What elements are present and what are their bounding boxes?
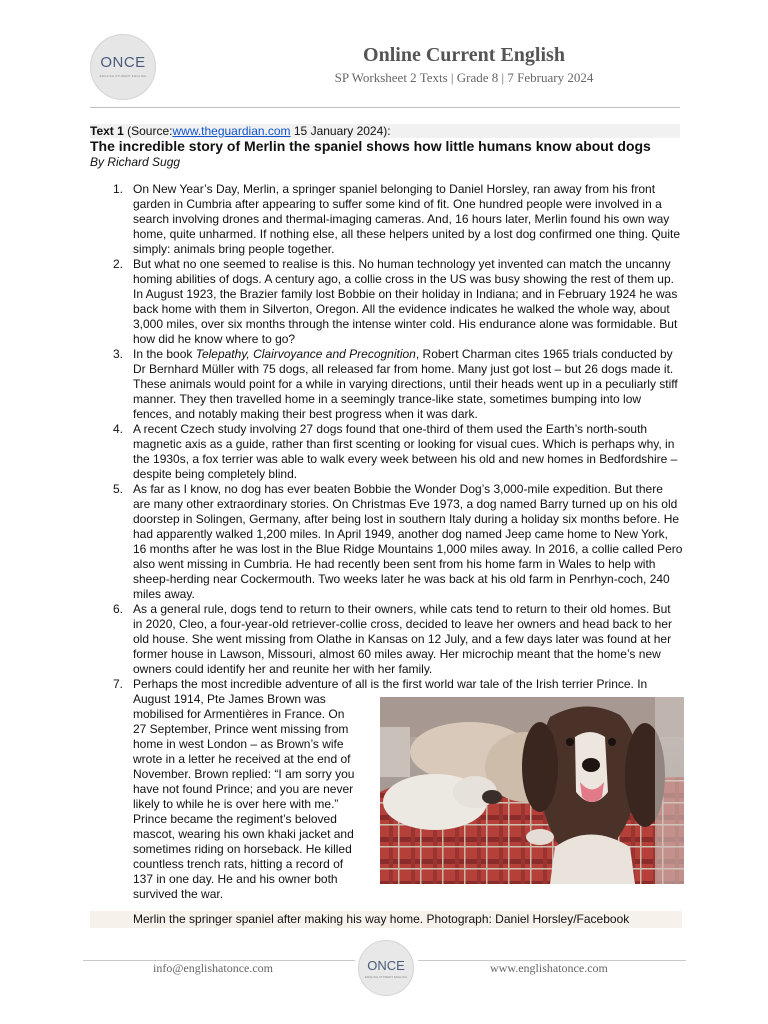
paragraph-7-line: 137 in one day. He and his owner both	[133, 872, 338, 886]
book-title: Telepathy, Clairvoyance and Precognition	[195, 347, 416, 361]
paragraph-text: As a general rule, dogs tend to return to their owners, while cats tend to return to their old homes. But in 2020, Cleo, a four-year-old retriever-collie cross, decided to leave her owners and head back to her old house. She went missing from Olathe in Kansas on 12 July, and a few days later was found at her former house in Lawson, Missouri, almost 60 miles away. Her microchip meant that the home’s new owners could identify her and reunite her with her family.	[133, 602, 672, 676]
paragraph-text-first-line: Perhaps the most incredible adventure of all is the first world war tale of the Irish terrier Prince. In	[133, 677, 648, 691]
paragraph-7-line: countless trench rats, hitting a record of	[133, 857, 344, 871]
paragraph-7-line: mobilised for Armentières in France. On	[133, 707, 345, 721]
source-date: 15 January 2024):	[290, 124, 391, 138]
paragraph-number: 3.	[113, 347, 124, 361]
paragraph-number: 4.	[113, 422, 124, 436]
article-byline: By Richard Sugg	[90, 155, 181, 169]
paragraph-7-line: November. Brown replied: “I am sorry you	[133, 767, 355, 781]
paragraph-number: 5.	[113, 482, 124, 496]
paragraph-number: 2.	[113, 257, 124, 271]
paragraph-text-before: In the book	[133, 347, 196, 361]
paragraph-text: As far as I know, no dog has ever beaten Bobbie the Wonder Dog’s 3,000-mile expedition. But there are many other extraordinary stories. On Christmas Eve 1973, a dog named Barry turned up on his old doorstep in Solingen, Germany, after being lost in southern Italy during a holiday six months before. He had apparently walked 1,200 miles. In April 1949, another dog named Jeep came home to New York, 16 months after he was lost in the Blue Ridge Mountains 1,000 miles away. In 2016, a collie called Pero also went missing in Cumbria. He had recently been sent from his home farm in Wales to help with sheep-herding near Cockermouth. Two weeks later he was back at his old farm in Penrhyn-coch, 240 miles away.	[133, 482, 683, 601]
once-logo	[90, 34, 156, 100]
paragraph-text: But what no one seemed to realise is this. No human technology yet invented can match the uncanny homing abilities of dogs. A century ago, a collie cross in the US was busy showing the rest of them up. In August 1923, the Brazier family lost Bobbie on their holiday in Indiana; and in February 1924 he was back home with them in Silverton, Oregon. All the evidence indicates he walked the whole way, about 3,000 miles, over six months through the intense winter cold. His endurance alone was formidable. But how did he know where to go?	[133, 257, 678, 346]
paragraph-7-line: have not found Prince; and you are never	[133, 782, 354, 796]
paragraph-7-line: mascot, wearing his own khaki jacket and	[133, 827, 354, 841]
paragraph-2	[113, 257, 683, 347]
source-line	[90, 124, 680, 138]
page-title: Online Current English	[363, 44, 565, 66]
paragraph-7-line: August 1914, Pte James Brown was	[133, 692, 326, 706]
paragraph-text: On New Year’s Day, Merlin, a springer spaniel belonging to Daniel Horsley, ran away from his front garden in Cumbria after appearing to suffer some kind of fit. One hundred people were involved in a search involving drones and thermal-imaging cameras. And, 16 hours later, Merlin found his own way home, quite unharmed. If nothing else, all these helpers united by a lost dog confirmed one thing. Quite simply: animals bring people together.	[133, 182, 681, 256]
paragraph-number: 6.	[113, 602, 124, 616]
footer-logo-subtext: ENGLISH STUDENT ENGLISH	[364, 975, 408, 979]
paragraph-3	[113, 347, 683, 422]
paragraph-7-line: 27 September, Prince went missing from	[133, 722, 349, 736]
paragraph-7-line: home in west London – as Brown’s wife	[133, 737, 344, 751]
paragraph-7-line: wrote in a letter he received at the end of	[133, 752, 351, 766]
paragraph-7-line: survived the war.	[133, 887, 224, 901]
header-divider	[90, 107, 680, 108]
paragraph-7-line: sometimes riding on horseback. He killed	[133, 842, 352, 856]
paragraph-5	[113, 482, 683, 602]
paragraph-6	[113, 602, 683, 677]
paragraph-1	[113, 182, 683, 257]
footer-website[interactable]: www.englishatonce.com	[490, 961, 608, 975]
paragraph-number: 7.	[113, 677, 124, 691]
logo-subtext: ENGLISH STUDENT ENGLISH	[99, 74, 147, 78]
source-link[interactable]: www.theguardian.com	[172, 124, 291, 138]
text-label: Text 1	[90, 124, 124, 138]
logo-text: ONCE	[100, 54, 146, 71]
paragraph-text: A recent Czech study involving 27 dogs found that one-third of them used the Earth’s north-south magnetic axis as a guide, rather than first scenting or looking for visual cues. Which is perhaps why, in the 1930s, a fox terrier was able to walk every week between his old and new homes in Bedfordshire – despite being completely blind.	[133, 422, 678, 481]
source-prefix: (Source:	[123, 124, 173, 138]
article-headline: The incredible story of Merlin the spaniel shows how little humans know about dogs	[90, 138, 651, 154]
caption-text: Merlin the springer spaniel after making his way home. Photograph: Daniel Horsley/Facebook	[133, 912, 630, 926]
paragraph-number: 1.	[113, 182, 124, 196]
footer-logo	[358, 940, 414, 996]
paragraph-text-after: , Robert Charman cites 1965 trials conducted by Dr Bernhard Müller with 75 dogs, all released far from home. Many just got lost – but 26 dogs made it. These animals would point for a while in varying directions, until their heads went up in a peculiarly stiff manner. They then travelled home in a seemingly trance-like state, sometimes bumping into low fences, and notably making their best progress when it was dark.	[133, 347, 678, 421]
footer-email[interactable]: info@englishatonce.com	[153, 961, 274, 975]
paragraph-7-line: Prince became the regiment’s beloved	[133, 812, 337, 826]
merlin-photo	[380, 697, 684, 884]
page-subtitle: SP Worksheet 2 Texts | Grade 8 | 7 February 2024	[334, 70, 594, 85]
paragraph-4	[113, 422, 683, 482]
photo-caption	[90, 911, 682, 928]
footer-logo-text: ONCE	[367, 958, 405, 973]
paragraph-7-line: likely to while he is over here with me.”	[133, 797, 339, 811]
